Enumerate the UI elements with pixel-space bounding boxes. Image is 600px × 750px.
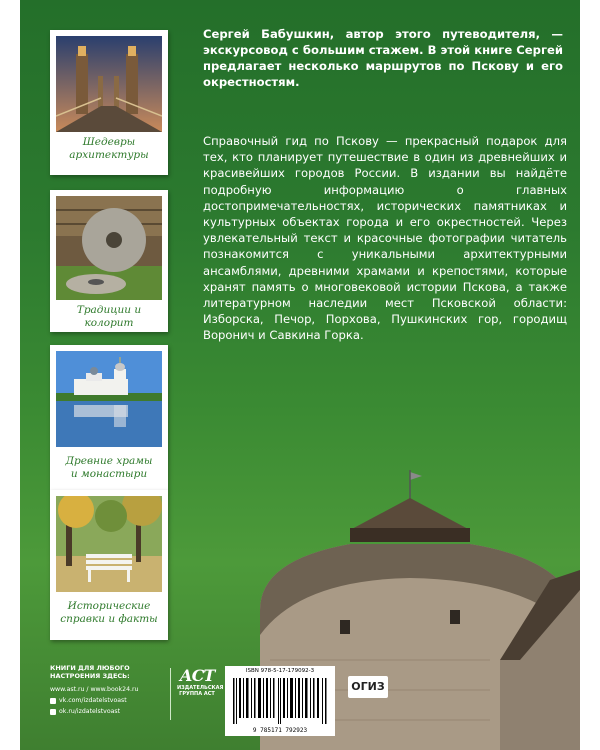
vk-icon [50,698,56,704]
card-caption: Шедевры архитектуры [69,136,149,161]
park-bench-photo [56,496,162,592]
card-caption: Исторические справки и факты [60,600,158,625]
ok-icon [50,709,56,715]
card-caption: Древние храмы и монастыри [65,455,153,480]
barcode-bars [233,678,327,724]
photo-card-traditions [50,190,168,332]
author-intro: Сергей Бабушкин, автор этого путеводителя, — экскурсовод с большим стажем. В этой книге Сергей предлагает несколько маршрутов по Пскову и его окрестностям. [203,27,563,89]
photo-card-churches [50,345,168,490]
bridge-towers-photo [56,36,162,132]
back-cover [20,0,580,750]
photo-card-history [50,490,168,640]
footer-divider [170,668,171,720]
photo-card-architecture [50,30,168,175]
monastery-photo [56,351,162,447]
footer-title: КНИГИ ДЛЯ ЛЮБОГО НАСТРОЕНИЯ ЗДЕСЬ: [50,664,130,680]
imprint-logo: ОГИЗ [348,676,388,698]
publisher-logo: АСТ ИЗДАТЕЛЬСКАЯ ГРУППА АСТ [177,666,224,697]
isbn-barcode: ISBN 978-5-17-179092-3 9 785171 792923 [225,666,335,736]
link-vk[interactable]: vk.com/izdatelstvoast [50,695,138,706]
link-ok[interactable]: ok.ru/izdatelstvoast [50,706,138,717]
millstones-photo [56,196,162,300]
link-site[interactable]: www.ast.ru / www.book24.ru [50,686,139,693]
description-text: Справочный гид по Пскову — прекрасный подарок для тех, кто планирует путешествие в один из древнейших и красивейших городов России. В издании вы найдёте подробную информацию о главных достопримечательностях, исторических памятниках и культурных объектах города и его окрестностей. Через увлекательный текст и красочные фотографии читатель познакомится с уникальными архитектурными ансамблями, древними храмами и крепостями, которые хранят память о многовековой истории Пскова, а также литературном наследии мест Псковской области: Изборска, Печор, Порхова, Пушкинских гор, городищ Воронич и Савкина Горка. [203,134,567,343]
card-caption: Традиции и колорит [76,304,142,329]
footer-links [50,684,138,717]
